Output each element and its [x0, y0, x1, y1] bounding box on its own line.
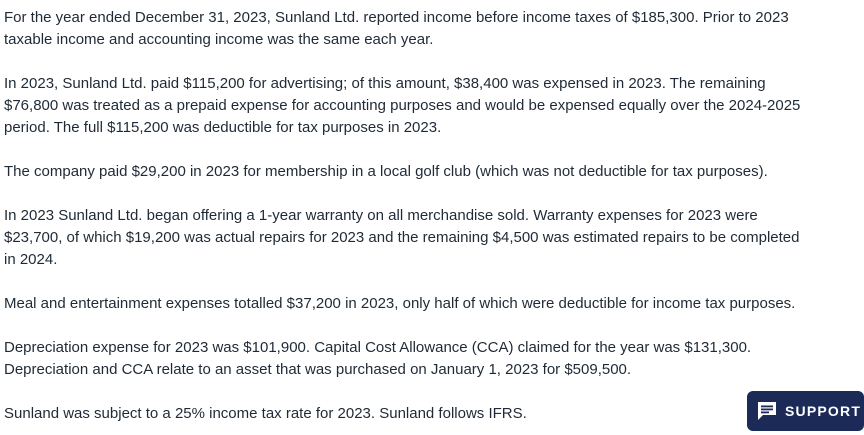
text-line: Meal and entertainment expenses totalled $37,200 in 2023, only half of which were deductible for income tax purposes. [4, 295, 796, 312]
paragraph-tax-rate [4, 403, 849, 425]
text-line: The company paid $29,200 in 2023 for membership in a local golf club (which was not deductible for tax purposes). [4, 163, 768, 180]
paragraph-advertising [4, 73, 849, 139]
text-line: Depreciation expense for 2023 was $101,900. Capital Cost Allowance (CCA) claimed for the year was $131,300. [4, 339, 752, 356]
chat-bubble-icon [756, 400, 778, 422]
support-label: SUPPORT [785, 403, 862, 419]
text-line: taxable income and accounting income was the same each year. [4, 31, 434, 48]
support-button[interactable] [747, 391, 864, 431]
paragraph-golf-club [4, 161, 849, 183]
problem-text [4, 7, 849, 425]
text-line: in 2024. [4, 251, 58, 268]
text-line: Sunland was subject to a 25% income tax rate for 2023. Sunland follows IFRS. [4, 405, 527, 422]
text-line: $23,700, of which $19,200 was actual repairs for 2023 and the remaining $4,500 was estimated repairs to be completed [4, 229, 800, 246]
text-line: In 2023 Sunland Ltd. began offering a 1-year warranty on all merchandise sold. Warranty expenses for 2023 were [4, 207, 758, 224]
paragraph-warranty [4, 205, 849, 271]
text-line: Depreciation and CCA relate to an asset that was purchased on January 1, 2023 for $509,500. [4, 361, 632, 378]
paragraph-depreciation [4, 337, 849, 381]
text-line: For the year ended December 31, 2023, Sunland Ltd. reported income before income taxes of $185,300. Prior to 2023 [4, 9, 789, 26]
text-line: $76,800 was treated as a prepaid expense for accounting purposes and would be expensed equally over the 2024-2025 [4, 97, 801, 114]
paragraph-income [4, 7, 849, 51]
paragraph-meals [4, 293, 849, 315]
text-line: In 2023, Sunland Ltd. paid $115,200 for advertising; of this amount, $38,400 was expensed in 2023. The remaining [4, 75, 766, 92]
text-line: period. The full $115,200 was deductible for tax purposes in 2023. [4, 119, 442, 136]
